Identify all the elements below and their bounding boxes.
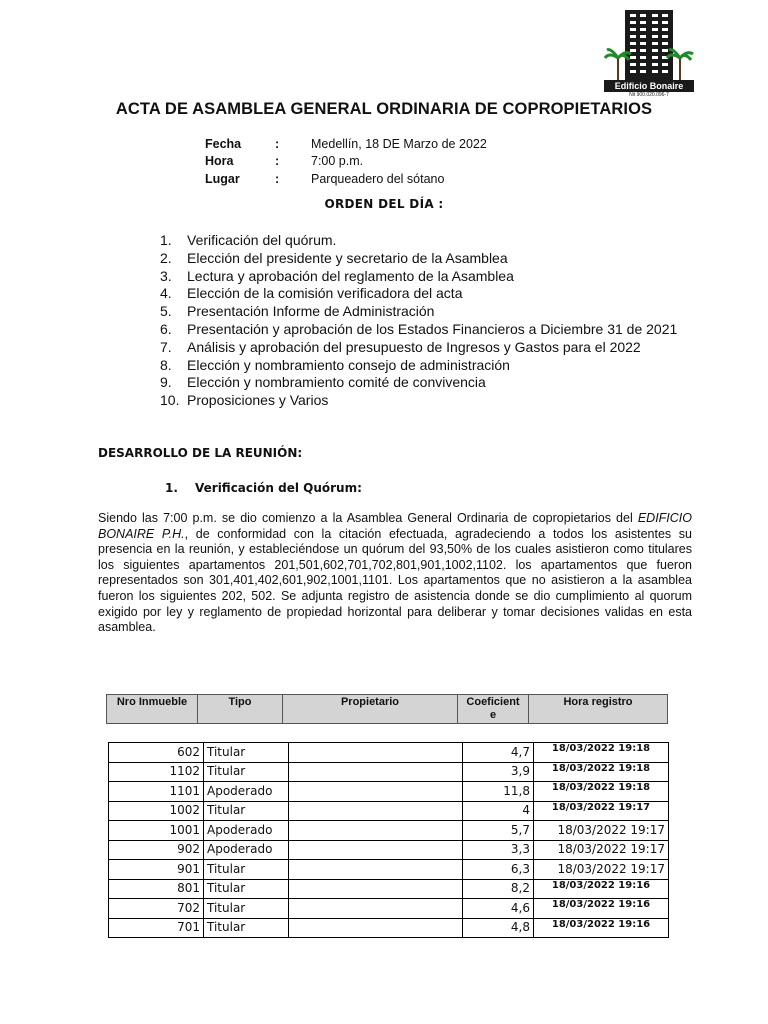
logo-nit: Nit 900.020.096-7 [629,92,669,98]
cell-hora: 18/03/2022 19:17 [534,821,669,841]
cell-tipo: Titular [204,860,289,880]
agenda-num: 7. [160,338,172,355]
cell-tipo: Titular [204,801,289,821]
subsection-num: 1. [165,481,178,495]
cell-tipo: Titular [204,918,289,938]
agenda-item [160,303,690,321]
table-row [109,918,669,938]
table-row [109,899,669,919]
cell-nro: 1101 [109,782,204,802]
cell-propietario [289,762,463,782]
meta-fecha [205,136,487,154]
cell-hora: 18/03/2022 19:18 [534,782,669,802]
cell-nro: 701 [109,918,204,938]
quorum-paragraph [98,511,692,636]
cell-hora: 18/03/2022 19:18 [534,743,669,763]
table-row [109,743,669,763]
agenda-num: 2. [160,249,172,266]
meta-sep: : [275,137,280,151]
development-heading: DESARROLLO DE LA REUNIÓN: [98,446,303,460]
cell-coeficiente: 4,7 [463,743,534,763]
table-row [109,879,669,899]
meta-value: 7:00 p.m. [311,154,364,168]
cell-hora: 18/03/2022 19:18 [534,762,669,782]
cell-nro: 602 [109,743,204,763]
meta-sep: : [275,154,280,168]
agenda-num: 3. [160,267,172,284]
subsection-title: Verificación del Quórum: [195,481,362,495]
cell-tipo: Apoderado [204,782,289,802]
cell-coeficiente: 11,8 [463,782,534,802]
cell-hora: 18/03/2022 19:17 [534,860,669,880]
table-row [109,860,669,880]
agenda-text: Lectura y aprobación del reglamento de la Asamblea [187,267,514,284]
meta-label: Hora [205,154,234,168]
paragraph-text: Siendo las 7:00 p.m. se dio comienzo a la Asamblea General Ordinaria de copropietarios del [98,511,638,525]
cell-hora: 18/03/2022 19:16 [534,918,669,938]
cell-propietario [289,860,463,880]
cell-hora: 18/03/2022 19:16 [534,899,669,919]
cell-tipo: Apoderado [204,840,289,860]
agenda-num: 1. [160,232,172,248]
agenda-num: 4. [160,285,172,302]
agenda-text: Elección y nombramiento comité de convivencia [187,374,486,391]
agenda-num: 9. [160,374,172,391]
header-nro: Nro Inmueble [107,695,198,724]
header-tipo: Tipo [198,695,283,724]
agenda-item [160,374,690,392]
agenda-text: Elección y nombramiento consejo de administración [187,356,510,373]
cell-propietario [289,782,463,802]
cell-propietario [289,801,463,821]
cell-coeficiente: 4,8 [463,918,534,938]
agenda-text: Elección del presidente y secretario de la Asamblea [187,249,508,266]
building-icon [625,10,673,88]
agenda-item [160,339,690,357]
meta-lugar [205,171,444,189]
agenda-item [160,250,690,268]
meta-label: Fecha [205,137,242,151]
header-hora: Hora registro [529,695,668,724]
building-name: EDIFICIO BONAIRE P.H. [98,511,692,541]
agenda-item [160,285,690,303]
logo-name: Edificio Bonaire [604,80,694,92]
cell-tipo: Titular [204,899,289,919]
cell-nro: 1001 [109,821,204,841]
table-row [109,801,669,821]
agenda-text: Presentación y aprobación de los Estados Financieros a Diciembre 31 de 2021 [187,320,678,337]
cell-propietario [289,840,463,860]
meta-hora [205,153,363,171]
cell-propietario [289,821,463,841]
cell-nro: 1002 [109,801,204,821]
agenda-item [160,321,690,339]
agenda-item [160,357,690,375]
agenda-item [160,268,690,286]
meta-value: Medellín, 18 DE Marzo de 2022 [311,137,487,151]
cell-hora: 18/03/2022 19:17 [534,801,669,821]
table-row [109,840,669,860]
table-row [109,821,669,841]
agenda-list [160,232,690,410]
header-propietario: Propietario [283,695,458,724]
header-coef-line1: Coeficient [466,696,520,708]
cell-coeficiente: 8,2 [463,879,534,899]
agenda-text: Verificación del quórum. [187,232,337,248]
attendance-table [108,742,669,938]
header-coef-line2: e [489,709,497,721]
table-row [109,762,669,782]
agenda-item [160,232,690,250]
cell-coeficiente: 6,3 [463,860,534,880]
cell-propietario [289,879,463,899]
cell-hora: 18/03/2022 19:17 [534,840,669,860]
cell-coeficiente: 4,6 [463,899,534,919]
cell-tipo: Titular [204,762,289,782]
table-row [109,782,669,802]
meta-value: Parqueadero del sótano [311,172,445,186]
cell-coeficiente: 3,9 [463,762,534,782]
cell-tipo: Titular [204,743,289,763]
cell-coeficiente: 5,7 [463,821,534,841]
agenda-text: Proposiciones y Varios [187,392,329,409]
cell-propietario [289,899,463,919]
agenda-num: 5. [160,303,172,320]
cell-propietario [289,918,463,938]
meta-label: Lugar [205,172,240,186]
subsection-heading [165,481,362,495]
cell-tipo: Titular [204,879,289,899]
attendance-table-header [106,694,668,724]
agenda-text: Análisis y aprobación del presupuesto de Ingresos y Gastos para el 2022 [187,338,641,355]
agenda-item [160,392,690,410]
agenda-heading: ORDEN DEL DÍA : [324,197,444,211]
cell-nro: 1102 [109,762,204,782]
cell-coeficiente: 4 [463,801,534,821]
cell-tipo: Apoderado [204,821,289,841]
paragraph-text: , de conformidad con la citación efectuada, agradeciendo a todos los asistentes su presencia en la reunión, y estableciéndose un quórum del 93,50% de los cuales asistieron como titulares los siguientes apartamentos 201,501,602,701,702,801,901,1002,1102. los apartamentos que fueron representados son 301,401,402,601,902,1001,1101. Los apartamentos que no asistieron a la asamblea fueron los siguientes 202, 502. Se adjunta registro de asistencia donde se dio cumplimiento al quorum exigido por ley y reglamento de propiedad horizontal para deliberar y tomar decisiones validas en esta asamblea. [98,526,693,635]
agenda-num: 8. [160,356,172,373]
cell-nro: 702 [109,899,204,919]
agenda-text: Presentación Informe de Administración [187,303,435,320]
cell-nro: 901 [109,860,204,880]
cell-nro: 801 [109,879,204,899]
cell-propietario [289,743,463,763]
meta-sep: : [275,172,280,186]
header-coeficiente [458,695,529,724]
agenda-num: 10. [160,392,180,409]
cell-nro: 902 [109,840,204,860]
cell-hora: 18/03/2022 19:16 [534,879,669,899]
cell-coeficiente: 3,3 [463,840,534,860]
document-title: ACTA DE ASAMBLEA GENERAL ORDINARIA DE COPROPIETARIOS [115,100,653,118]
agenda-text: Elección de la comisión verificadora del acta [187,285,463,302]
agenda-num: 6. [160,320,172,337]
